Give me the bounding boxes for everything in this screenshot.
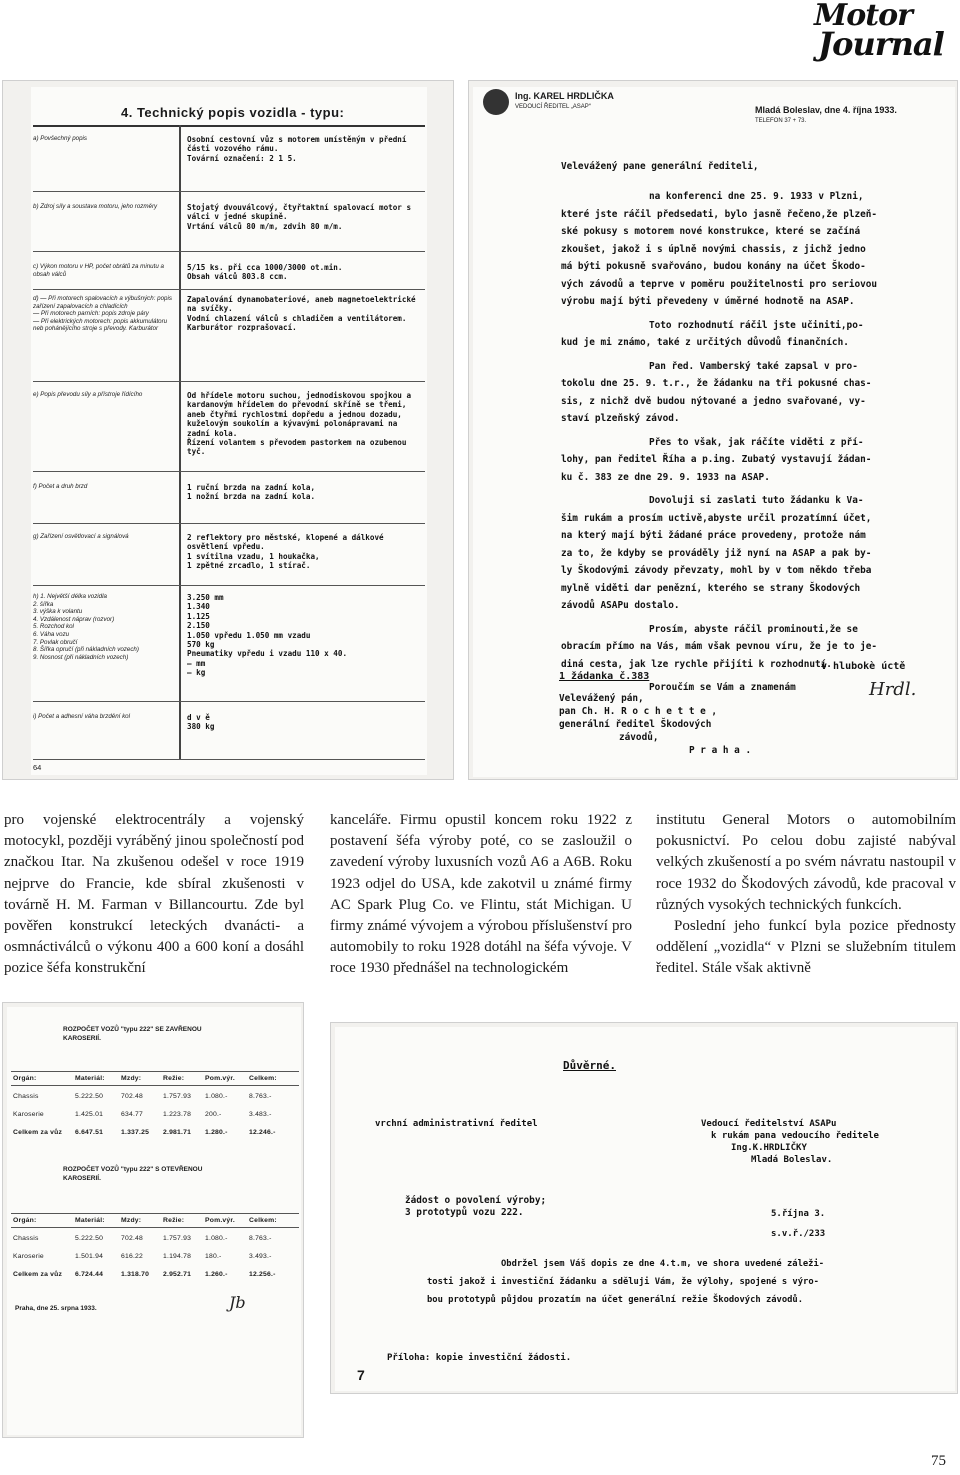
budget-cell: Karoserie [13, 1253, 44, 1260]
logo-line2: Journal [818, 25, 944, 63]
letter-line: má býti pokusně svařováno, budou konány na účet Škodo- [561, 261, 866, 272]
confidential-stamp: Důvěrné. [563, 1059, 616, 1072]
reply-addressee-line: Ing.K.HRDLIČKY [731, 1143, 807, 1153]
budget-header-cell: Materiál: [75, 1075, 105, 1082]
letter-line: kud je mi známo, také z určitých důvodů finančních. [561, 337, 849, 348]
budget-title-2: ROZPOČET VOZŮ "typu 222" S OTEVŘENOU KAROSERIÍ. [63, 1166, 203, 1182]
budget-header-rule [11, 1213, 299, 1214]
doc1-row-value: Osobní cestovní vůz s motorem umístěným v přední části vozového rámu. Tovární označení: 2 1 5. [187, 135, 407, 163]
letter-line: za to, že kdyby se prováděly již nyní na ASAP a pak by- [561, 547, 872, 559]
budget-header-cell: Mzdy: [121, 1217, 142, 1224]
letter-line: na konferenci dne 25. 9. 1933 v Plzni, [649, 191, 864, 202]
letter-line: na který mají býti žádané práce provedeny, protože nám [561, 530, 866, 541]
budget-cell: 180.- [205, 1253, 222, 1260]
budget-header-cell: Orgán: [13, 1075, 37, 1082]
technical-description-scan [2, 80, 454, 780]
letter-line: Pan řed. Vamberský také zapsal v pro- [649, 360, 858, 372]
letter-address-line: pan Ch. H. R o c h e t t e , [559, 706, 718, 717]
letter-line: výrobu mají býti převedeny v úměrné hodnotě na ASAP. [561, 296, 855, 307]
reply-date: 5.října 3. [771, 1209, 826, 1219]
doc1-row-value: 2 reflektory pro městské, klopené a dálkové osvětlení vpředu. 1 svítilna vzadu, 1 houkačka, 1 zpětné zrcadlo, 1 stírač. [187, 533, 384, 571]
doc1-row-value: Od hřídele motoru suchou, jednodiskovou spojkou a kardanovým hřídelem do převodní skříně se třemi, aneb čtyřmi rychlostmi dopředu a jednou dozadu, kuželovým soukolím a kývavými polonápravami na zadní kola. Řízení volantem s převodem pastorkem na ozubenou tyč. [187, 391, 412, 457]
letter-line: šim rukám a prosím uctivě,abyste určil prozatímní účet, [561, 512, 872, 524]
reply-to-left: vrchní administrativní ředitel [375, 1119, 538, 1129]
reply-addressee-line: Mladá Boleslav. [751, 1155, 833, 1165]
budget-cell: 12.256.- [249, 1271, 276, 1278]
article-column-2: kanceláře. Firmu opustil koncem roku 1922 z postavení šéfa výroby poté, co se zasloužil o zavedení výroby luxusních vozů A6 a A6B. Roku 1923 odjel do USA, kde zakotvil u známé firmy AC Spark Plug Co. ve Flintu, stát Michigan. U firmy známé vývojem a výrobou příslušenství pro automobily to roku 1928 dotáhl na šéfa vývoje. V roce 1930 přednášel na technologickém [330, 812, 632, 977]
reply-letter-scan [330, 1022, 958, 1394]
budget-header-cell: Materiál: [75, 1217, 105, 1224]
letterhead-sub: VEDOUCÍ ŘEDITEL „ASAP“ [515, 104, 591, 110]
budget-cell: Karoserie [13, 1111, 44, 1118]
budget-cell: 702.48 [121, 1235, 143, 1242]
letter-address-line: generální ředitel Škodových [559, 719, 712, 730]
letter-line: Přes to však, jak ráčíte viděti z pří- [649, 436, 864, 448]
reply-addressee-line: Vedoucí ředitelství ASAPu [701, 1119, 837, 1129]
budget-cell: 1.194.78 [163, 1253, 192, 1260]
budget-cell: 5.222.50 [75, 1235, 104, 1242]
doc1-row-divider [33, 585, 425, 586]
letter-signature: Hrdl. [869, 679, 917, 700]
budget-cell: Chassis [13, 1093, 39, 1100]
letter-line: tokolu dne 25. 9. t.r., že žádanku na tři pokusné chas- [561, 378, 872, 389]
doc1-row-divider [33, 381, 425, 382]
budget-header-rule [11, 1071, 299, 1072]
doc1-row-value: Stojatý dvouválcový, čtyřtaktní spalovací motor s válci v jedné skupině. Vrtání válců 80 m/m, zdvih 80 m/m. [187, 203, 412, 231]
budget-cell: 8.763.- [249, 1235, 272, 1242]
doc1-row-label: f) Počet a druh brzd [33, 483, 88, 490]
budget-cell: 1.280.- [205, 1129, 228, 1136]
article-column-3b: Poslední jeho funkcí byla pozice přednosty oddělení „vozidla“ v Plzni se služebním titulem ředitel. Stále však aktivně [656, 918, 956, 977]
letter-phone: TELEFON 37 + 73. [755, 118, 807, 124]
budget-cell: 702.48 [121, 1093, 143, 1100]
budget-header-cell: Mzdy: [121, 1075, 142, 1082]
budget-cell: 200.- [205, 1111, 222, 1118]
budget-header-cell: Orgán: [13, 1217, 37, 1224]
budget-cell: 1.425.01 [75, 1111, 104, 1118]
letter-line: Velevážený pane generální řediteli, [561, 161, 759, 172]
letter-line: Toto rozhodnutí ráčil jste učiniti,po- [649, 319, 864, 331]
letter-line: zkoušet, jakož i s úplně novými chassis, z jichž jedno [561, 243, 866, 255]
letter-line: které jste ráčil předsedati, bylo jasně řečeno,že plzeň- [561, 208, 878, 220]
reply-attachment: Příloha: kopie investiční žádosti. [387, 1353, 572, 1363]
letter-address-line: P r a h a . [689, 745, 752, 756]
doc1-row-label: a) Povšechný popis [33, 135, 87, 142]
letter-line: mylně viděti dar penězní, kterého se strany Škodových [561, 582, 861, 594]
letterhead-name: Ing. KAREL HRDLIČKA [515, 91, 614, 101]
budget-cell: 8.763.- [249, 1093, 272, 1100]
budget-cell: Chassis [13, 1235, 39, 1242]
budget-cell: 1.757.93 [163, 1235, 192, 1242]
reply-body-line: bou prototypů půjdou prozatím na účet generální režie Škodových závodů. [427, 1295, 804, 1305]
doc1-row-divider [33, 523, 425, 524]
doc1-row-label: g) Zařízení osvětlovací a signálová [33, 533, 129, 540]
letter-line: Dovoluji si zaslati tuto žádanku k Va- [649, 495, 864, 506]
doc1-row-label: e) Popis převodu síly a přístroje řídícího [33, 391, 143, 398]
letter-closing: v hlubokè úctě [821, 661, 906, 672]
budget-cell: 1.501.94 [75, 1253, 104, 1260]
budget-cell: 6.647.51 [75, 1129, 104, 1136]
budget-cell: 1.080.- [205, 1235, 228, 1242]
budget-cell: 5.222.50 [75, 1093, 104, 1100]
doc1-row-value: d v ě 380 kg [187, 713, 215, 732]
doc1-row-value: 5/15 ks. při cca 1000/3000 ot.min. Obsah válců 803.8 ccm. [187, 263, 343, 282]
budget-header-cell: Celkem: [249, 1075, 277, 1082]
reply-subject-line: 3 prototypů vozu 222. [405, 1207, 524, 1218]
doc1-row-divider [33, 701, 425, 702]
logo-line1: Motor [814, 0, 912, 33]
letter-scan [468, 80, 958, 780]
budget-signature: Jb [229, 1293, 246, 1312]
letter-line: ly Škodovými závody převzaty, mohl by v tom někdo třeba [561, 565, 872, 576]
doc1-row-value: 1 ruční brzda na zadní kola, 1 nožní brzda na zadní kola. [187, 483, 316, 502]
budget-header-cell: Pom.výr. [205, 1075, 235, 1082]
letter-line: lohy, pan ředitel Říha a p.ing. Zubatý vystavují žádan- [561, 454, 872, 465]
budget-header-cell: Pom.výr. [205, 1217, 235, 1224]
doc1-row-value: 3.250 mm 1.340 1.125 2.150 1.050 vpředu 1.050 mm vzadu 570 kg Pneumatiky vpředu i vzadu 110 x 40. — mm — kg [187, 593, 348, 678]
budget-cell: Celkem za vůz [13, 1129, 63, 1136]
doc1-row-label: c) Výkon motoru v HP, počet obrátů za minutu a obsah válců [33, 263, 164, 278]
motor-journal-logo [814, 2, 946, 66]
page-number: 75 [931, 1453, 946, 1469]
letter-line: Prosím, abyste ráčil prominouti,že se [649, 623, 858, 635]
budget-header-cell: Celkem: [249, 1217, 277, 1224]
budget-header-rule [11, 1085, 299, 1086]
budget-header-rule [11, 1227, 299, 1228]
reply-body-line: Obdržel jsem Váš dopis ze dne 4.t.m, ve shora uvedené záleži- [501, 1259, 825, 1269]
doc1-row-divider [33, 251, 425, 252]
doc1-row-value: Zapalování dynamobateriové, aneb magnetoelektrické na svíčky. Vodní chlazení válců s chladičem a ventilátorem. Karburátor rozprašovací. [187, 295, 416, 333]
budget-cell: Celkem za vůz [13, 1271, 63, 1278]
letter-enclosure: 1 žádanka č.383 [559, 671, 650, 682]
doc1-row-divider [33, 191, 425, 192]
budget-cell: 1.318.70 [121, 1271, 150, 1278]
budget-cell: 12.246.- [249, 1129, 276, 1136]
budget-cell: 3.493.- [249, 1253, 272, 1260]
doc1-row-label: i) Počet a adhesní váha brzdění kol [33, 713, 130, 720]
budget-cell: 2.981.71 [163, 1129, 192, 1136]
budget-header-cell: Režie: [163, 1075, 185, 1082]
letterhead-emblem-icon [483, 89, 509, 115]
doc1-row-divider [33, 471, 425, 472]
article-column-1: pro vojenské elektrocentrály a vojenský motocykl, později vyráběný jinou společností pod značkou Itar. Na zkušenou odešel v roce 1919 nejprve do Francie, kde sbíral zkušenosti v továrně H. M. Farman v Billancourtu. Zde byl pověřen konstrukcí leteckých dvanácti- a osmnáctiválců o výkonu 400 a 600 koní a dosáhl pozice šéfa konstrukční [4, 812, 304, 977]
doc1-row-divider [33, 289, 425, 290]
budget-cell: 616.22 [121, 1253, 143, 1260]
letter-address-line: závodů, [619, 732, 659, 743]
budget-cell: 1.757.93 [163, 1093, 192, 1100]
reply-page-no: 7 [357, 1367, 365, 1383]
doc1-row-label: h) 1. Největší délka vozidla 2. šířka 3. výška k volantu 4. Vzdálenost náprav (rozvor) 5. Rozchod kol 6. Váha vozu 7. Povlak obručí 8. Šířka opručí (při nákladních vozech) 9. Nosnost (při nákladních vozech) [33, 593, 139, 661]
reply-ref: s.v.ř./233 [771, 1229, 826, 1239]
budget-place-date: Praha, dne 25. srpna 1933. [15, 1305, 97, 1312]
letter-line: sis, z nichž dvě budou nýtované a jedno svařované, vy- [561, 395, 866, 407]
reply-body-line: tosti jakož i investiční žádanku a sděluji Vám, že výlohy, spojené s výro- [427, 1277, 819, 1287]
letter-line: staví plzeňský závod. [561, 413, 680, 424]
reply-subject-line: žádost o povolení výroby; [405, 1195, 547, 1206]
doc1-row-label: b) Zdroj síly a soustava motoru, jeho rozměry [33, 203, 158, 210]
article-column-3a: institutu General Motors o automobilním pokusnictví. Po celou dobu zajisté nabýval velkých zkušeností a po svém návratu nastoupil v roce 1932 do Škodových závodů, kde pracoval v různých vysokých technických funkcích. [656, 812, 956, 913]
budget-header-cell: Režie: [163, 1217, 185, 1224]
budget-cell: 1.337.25 [121, 1129, 150, 1136]
letter-line: obracím přímo na Vás, mám však pevnou víru, že je to je- [561, 641, 878, 652]
budget-cell: 1.260.- [205, 1271, 228, 1278]
doc1-row-label: d) — Při motorech spalovacích a výbušných: popis zařízení zapalovacích a chladících — Při motorech parních: popis zdroje páry — Při elektrických motorech: popis akkumulátoru neb pohánějícího stroje s převody. Karburátor [33, 295, 172, 333]
budget-cell: 634.77 [121, 1111, 143, 1118]
budget-cell: 3.483.- [249, 1111, 272, 1118]
letter-line: ku č. 383 ze dne 29. 9. 1933 na ASAP. [561, 471, 770, 483]
doc1-page-no: 64 [33, 763, 42, 772]
letter-line: závodů ASAPu dostalo. [561, 600, 680, 611]
letter-address-line: Velevážený pán, [559, 693, 644, 704]
letter-line: Poroučím se Vám a znamenám [649, 682, 796, 693]
budget-cell: 1.223.78 [163, 1111, 192, 1118]
reply-addressee-line: k rukám pana vedoucího ředitele [711, 1131, 879, 1141]
doc1-title: 4. Technický popis vozidla - typu: [121, 105, 345, 120]
budget-title-1: ROZPOČET VOZŮ "typu 222" SE ZAVŘENOU KAROSERIÍ. [63, 1026, 202, 1042]
budget-cell: 1.080.- [205, 1093, 228, 1100]
budget-cell: 6.724.44 [75, 1271, 104, 1278]
doc1-row-divider [33, 759, 425, 760]
letter-line: vých závodů a teprve v poměru použitelnosti pro seriovou [561, 278, 878, 290]
budget-scan [2, 1002, 304, 1438]
letter-line: ské pokusy s motorem nové konstrukce, které se začíná [561, 226, 861, 237]
letter-place-date: Mladá Boleslav, dne 4. října 1933. [755, 105, 897, 115]
letter-line: diná cesta, jak lze rychle přijíti k rozhodnutí. [561, 658, 832, 670]
budget-cell: 2.952.71 [163, 1271, 192, 1278]
